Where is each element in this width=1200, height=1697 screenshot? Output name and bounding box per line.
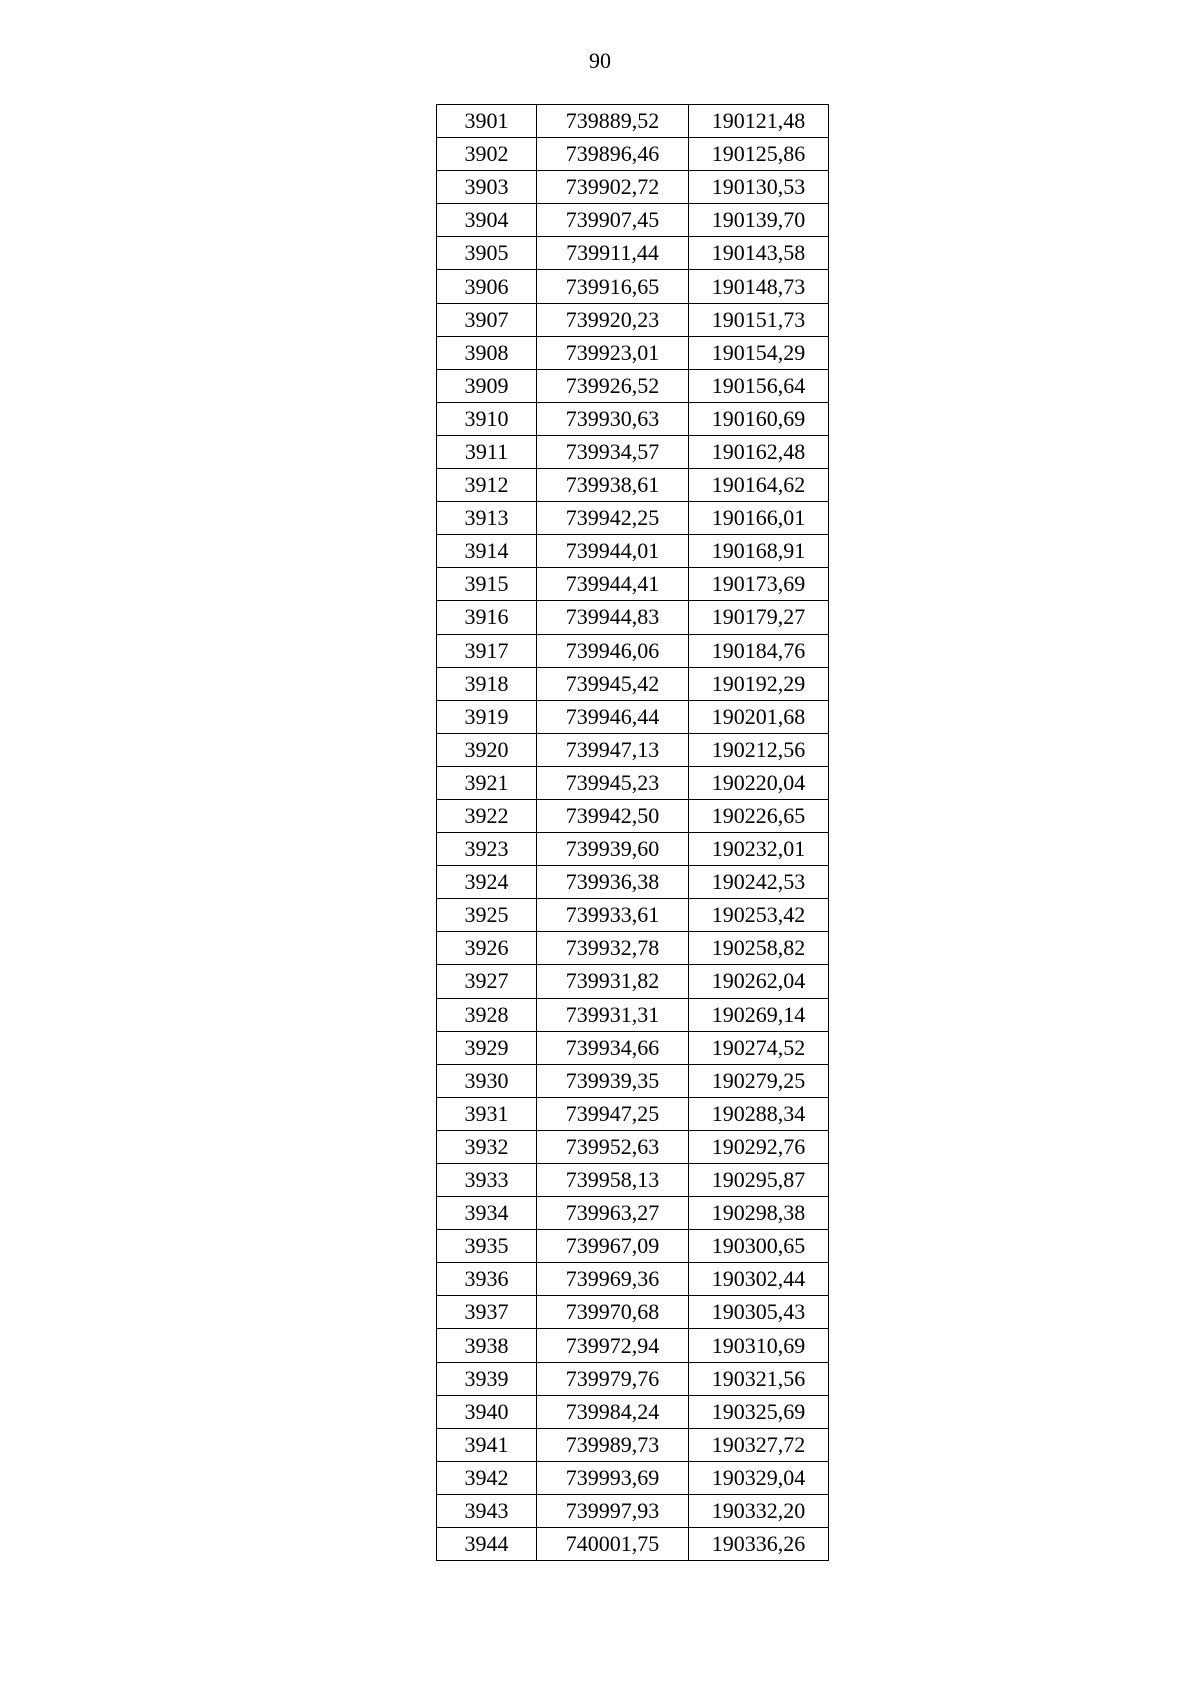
point-number-cell: 3917 <box>437 634 537 667</box>
y-coordinate-cell: 190298,38 <box>689 1197 829 1230</box>
y-coordinate-cell: 190258,82 <box>689 932 829 965</box>
point-number-cell: 3936 <box>437 1263 537 1296</box>
table-row <box>437 138 829 171</box>
y-coordinate-cell: 190242,53 <box>689 866 829 899</box>
point-number-cell: 3934 <box>437 1197 537 1230</box>
y-coordinate-cell: 190164,62 <box>689 469 829 502</box>
point-number-cell: 3940 <box>437 1395 537 1428</box>
table-row <box>437 435 829 468</box>
table-row <box>437 270 829 303</box>
table-row <box>437 1528 829 1561</box>
x-coordinate-cell: 739931,82 <box>537 965 689 998</box>
table-row <box>437 171 829 204</box>
point-number-cell: 3915 <box>437 568 537 601</box>
table-row <box>437 1329 829 1362</box>
x-coordinate-cell: 739916,65 <box>537 270 689 303</box>
table-row <box>437 1031 829 1064</box>
table-row <box>437 1230 829 1263</box>
table-row <box>437 1362 829 1395</box>
x-coordinate-cell: 739896,46 <box>537 138 689 171</box>
x-coordinate-cell: 739902,72 <box>537 171 689 204</box>
table-row <box>437 568 829 601</box>
x-coordinate-cell: 739989,73 <box>537 1428 689 1461</box>
y-coordinate-cell: 190327,72 <box>689 1428 829 1461</box>
x-coordinate-cell: 740001,75 <box>537 1528 689 1561</box>
x-coordinate-cell: 739945,23 <box>537 766 689 799</box>
point-number-cell: 3925 <box>437 899 537 932</box>
point-number-cell: 3906 <box>437 270 537 303</box>
y-coordinate-cell: 190162,48 <box>689 435 829 468</box>
y-coordinate-cell: 190156,64 <box>689 369 829 402</box>
y-coordinate-cell: 190154,29 <box>689 336 829 369</box>
y-coordinate-cell: 190325,69 <box>689 1395 829 1428</box>
y-coordinate-cell: 190166,01 <box>689 502 829 535</box>
table-row <box>437 1164 829 1197</box>
y-coordinate-cell: 190151,73 <box>689 303 829 336</box>
y-coordinate-cell: 190292,76 <box>689 1130 829 1163</box>
point-number-cell: 3920 <box>437 733 537 766</box>
y-coordinate-cell: 190184,76 <box>689 634 829 667</box>
point-number-cell: 3944 <box>437 1528 537 1561</box>
table-row <box>437 667 829 700</box>
y-coordinate-cell: 190321,56 <box>689 1362 829 1395</box>
y-coordinate-cell: 190279,25 <box>689 1064 829 1097</box>
x-coordinate-cell: 739947,13 <box>537 733 689 766</box>
x-coordinate-cell: 739967,09 <box>537 1230 689 1263</box>
x-coordinate-cell: 739930,63 <box>537 402 689 435</box>
y-coordinate-cell: 190179,27 <box>689 601 829 634</box>
x-coordinate-cell: 739932,78 <box>537 932 689 965</box>
table-row <box>437 369 829 402</box>
y-coordinate-cell: 190262,04 <box>689 965 829 998</box>
x-coordinate-cell: 739993,69 <box>537 1461 689 1494</box>
x-coordinate-cell: 739938,61 <box>537 469 689 502</box>
y-coordinate-cell: 190232,01 <box>689 833 829 866</box>
table-row <box>437 1461 829 1494</box>
y-coordinate-cell: 190302,44 <box>689 1263 829 1296</box>
point-number-cell: 3912 <box>437 469 537 502</box>
table-row <box>437 932 829 965</box>
table-row <box>437 1494 829 1527</box>
point-number-cell: 3916 <box>437 601 537 634</box>
point-number-cell: 3921 <box>437 766 537 799</box>
point-number-cell: 3924 <box>437 866 537 899</box>
table-row <box>437 634 829 667</box>
table-row <box>437 469 829 502</box>
y-coordinate-cell: 190300,65 <box>689 1230 829 1263</box>
x-coordinate-cell: 739958,13 <box>537 1164 689 1197</box>
y-coordinate-cell: 190130,53 <box>689 171 829 204</box>
y-coordinate-cell: 190305,43 <box>689 1296 829 1329</box>
coordinates-table <box>436 104 829 1561</box>
table-row <box>437 204 829 237</box>
x-coordinate-cell: 739944,41 <box>537 568 689 601</box>
x-coordinate-cell: 739944,01 <box>537 535 689 568</box>
point-number-cell: 3937 <box>437 1296 537 1329</box>
point-number-cell: 3932 <box>437 1130 537 1163</box>
x-coordinate-cell: 739979,76 <box>537 1362 689 1395</box>
y-coordinate-cell: 190269,14 <box>689 998 829 1031</box>
point-number-cell: 3922 <box>437 799 537 832</box>
table-row <box>437 766 829 799</box>
point-number-cell: 3929 <box>437 1031 537 1064</box>
point-number-cell: 3933 <box>437 1164 537 1197</box>
point-number-cell: 3914 <box>437 535 537 568</box>
x-coordinate-cell: 739946,44 <box>537 700 689 733</box>
point-number-cell: 3939 <box>437 1362 537 1395</box>
point-number-cell: 3918 <box>437 667 537 700</box>
y-coordinate-cell: 190212,56 <box>689 733 829 766</box>
table-row <box>437 866 829 899</box>
table-row <box>437 105 829 138</box>
point-number-cell: 3910 <box>437 402 537 435</box>
x-coordinate-cell: 739947,25 <box>537 1097 689 1130</box>
x-coordinate-cell: 739942,50 <box>537 799 689 832</box>
table-row <box>437 502 829 535</box>
x-coordinate-cell: 739923,01 <box>537 336 689 369</box>
point-number-cell: 3927 <box>437 965 537 998</box>
x-coordinate-cell: 739969,36 <box>537 1263 689 1296</box>
x-coordinate-cell: 739946,06 <box>537 634 689 667</box>
table-row <box>437 899 829 932</box>
y-coordinate-cell: 190220,04 <box>689 766 829 799</box>
y-coordinate-cell: 190143,58 <box>689 237 829 270</box>
point-number-cell: 3902 <box>437 138 537 171</box>
y-coordinate-cell: 190160,69 <box>689 402 829 435</box>
table-row <box>437 998 829 1031</box>
x-coordinate-cell: 739936,38 <box>537 866 689 899</box>
table-row <box>437 1296 829 1329</box>
x-coordinate-cell: 739911,44 <box>537 237 689 270</box>
page-number: 90 <box>589 48 611 73</box>
x-coordinate-cell: 739945,42 <box>537 667 689 700</box>
point-number-cell: 3935 <box>437 1230 537 1263</box>
x-coordinate-cell: 739942,25 <box>537 502 689 535</box>
x-coordinate-cell: 739889,52 <box>537 105 689 138</box>
y-coordinate-cell: 190201,68 <box>689 700 829 733</box>
table-row <box>437 303 829 336</box>
table-row <box>437 1263 829 1296</box>
x-coordinate-cell: 739939,35 <box>537 1064 689 1097</box>
point-number-cell: 3926 <box>437 932 537 965</box>
x-coordinate-cell: 739931,31 <box>537 998 689 1031</box>
y-coordinate-cell: 190310,69 <box>689 1329 829 1362</box>
point-number-cell: 3905 <box>437 237 537 270</box>
y-coordinate-cell: 190274,52 <box>689 1031 829 1064</box>
table-row <box>437 1130 829 1163</box>
table-row <box>437 700 829 733</box>
table-row <box>437 799 829 832</box>
table-row <box>437 1064 829 1097</box>
table-row <box>437 1428 829 1461</box>
point-number-cell: 3943 <box>437 1494 537 1527</box>
point-number-cell: 3908 <box>437 336 537 369</box>
y-coordinate-cell: 190226,65 <box>689 799 829 832</box>
x-coordinate-cell: 739926,52 <box>537 369 689 402</box>
point-number-cell: 3931 <box>437 1097 537 1130</box>
x-coordinate-cell: 739963,27 <box>537 1197 689 1230</box>
table-row <box>437 402 829 435</box>
x-coordinate-cell: 739934,57 <box>537 435 689 468</box>
table-row <box>437 1395 829 1428</box>
table-row <box>437 336 829 369</box>
point-number-cell: 3907 <box>437 303 537 336</box>
point-number-cell: 3942 <box>437 1461 537 1494</box>
y-coordinate-cell: 190332,20 <box>689 1494 829 1527</box>
y-coordinate-cell: 190336,26 <box>689 1528 829 1561</box>
x-coordinate-cell: 739972,94 <box>537 1329 689 1362</box>
y-coordinate-cell: 190168,91 <box>689 535 829 568</box>
x-coordinate-cell: 739997,93 <box>537 1494 689 1527</box>
table-row <box>437 1097 829 1130</box>
point-number-cell: 3923 <box>437 833 537 866</box>
x-coordinate-cell: 739939,60 <box>537 833 689 866</box>
table-row <box>437 1197 829 1230</box>
x-coordinate-cell: 739984,24 <box>537 1395 689 1428</box>
point-number-cell: 3941 <box>437 1428 537 1461</box>
table-row <box>437 601 829 634</box>
point-number-cell: 3909 <box>437 369 537 402</box>
point-number-cell: 3928 <box>437 998 537 1031</box>
point-number-cell: 3904 <box>437 204 537 237</box>
table-row <box>437 833 829 866</box>
y-coordinate-cell: 190173,69 <box>689 568 829 601</box>
point-number-cell: 3903 <box>437 171 537 204</box>
point-number-cell: 3938 <box>437 1329 537 1362</box>
table-row <box>437 237 829 270</box>
x-coordinate-cell: 739944,83 <box>537 601 689 634</box>
point-number-cell: 3919 <box>437 700 537 733</box>
y-coordinate-cell: 190139,70 <box>689 204 829 237</box>
y-coordinate-cell: 190253,42 <box>689 899 829 932</box>
y-coordinate-cell: 190288,34 <box>689 1097 829 1130</box>
point-number-cell: 3930 <box>437 1064 537 1097</box>
x-coordinate-cell: 739933,61 <box>537 899 689 932</box>
x-coordinate-cell: 739952,63 <box>537 1130 689 1163</box>
y-coordinate-cell: 190329,04 <box>689 1461 829 1494</box>
x-coordinate-cell: 739907,45 <box>537 204 689 237</box>
point-number-cell: 3911 <box>437 435 537 468</box>
y-coordinate-cell: 190192,29 <box>689 667 829 700</box>
x-coordinate-cell: 739970,68 <box>537 1296 689 1329</box>
table-row <box>437 535 829 568</box>
x-coordinate-cell: 739934,66 <box>537 1031 689 1064</box>
y-coordinate-cell: 190125,86 <box>689 138 829 171</box>
x-coordinate-cell: 739920,23 <box>537 303 689 336</box>
table-row <box>437 733 829 766</box>
y-coordinate-cell: 190295,87 <box>689 1164 829 1197</box>
table-row <box>437 965 829 998</box>
y-coordinate-cell: 190148,73 <box>689 270 829 303</box>
y-coordinate-cell: 190121,48 <box>689 105 829 138</box>
point-number-cell: 3913 <box>437 502 537 535</box>
coordinates-table-body <box>437 105 829 1561</box>
point-number-cell: 3901 <box>437 105 537 138</box>
